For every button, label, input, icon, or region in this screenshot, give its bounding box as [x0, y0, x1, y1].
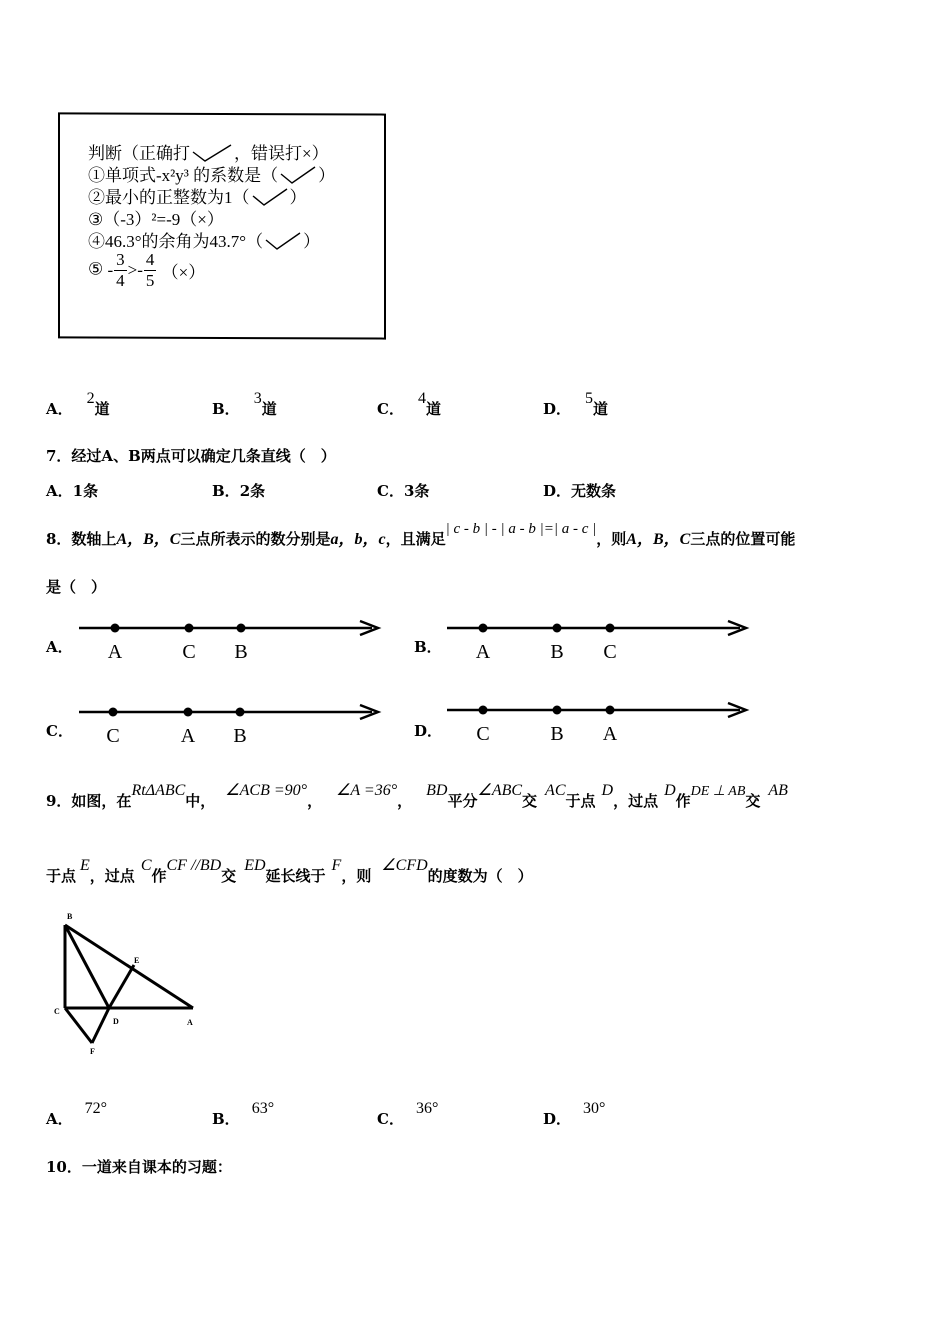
- q8-option-a-label[interactable]: A．: [46, 638, 73, 656]
- point-label: A: [107, 641, 123, 663]
- point-label: B: [233, 725, 247, 747]
- check-mark-icon: [250, 187, 290, 207]
- box-line-1: 判断（正确打 ，错误打×）: [88, 144, 329, 163]
- q6-option-c[interactable]: C．4道: [377, 390, 441, 418]
- segment-df: [92, 1008, 109, 1043]
- check-mark-icon: [190, 143, 234, 163]
- point-label: A: [475, 641, 491, 663]
- box-line-2: ①单项式-x²y³ 的系数是（ ）: [88, 166, 336, 185]
- check-mark-icon: [263, 231, 303, 251]
- check-mark-icon: [278, 165, 318, 185]
- vertex-label-d: D: [113, 1017, 119, 1026]
- q8-stem-line2: 是（ ）: [46, 578, 107, 596]
- q7-option-c[interactable]: C．3条: [377, 482, 430, 500]
- point-label: A: [602, 723, 618, 745]
- point-label: B: [550, 723, 564, 745]
- q8-option-d-label[interactable]: D．: [414, 722, 443, 740]
- q8-option-c-label[interactable]: C．: [46, 722, 73, 740]
- q7-option-a[interactable]: A．1条: [46, 482, 99, 500]
- box-line-5: ④46.3°的余角为43.7°（ ）: [88, 232, 321, 251]
- point-label: B: [234, 641, 248, 663]
- point-label: C: [476, 723, 490, 745]
- q8-option-b-label[interactable]: B．: [414, 638, 442, 656]
- point-label: B: [550, 641, 564, 663]
- segment-de: [109, 965, 134, 1008]
- segment-bd: [65, 925, 109, 1008]
- q8-option-d-number-line[interactable]: [444, 698, 754, 748]
- q9-option-c[interactable]: C．36°: [377, 1100, 439, 1128]
- vertex-label-a: A: [187, 1018, 193, 1027]
- q9-stem-line1: 9．如图，在RtΔABC中，∠ACB =90°，∠A =36°，BD平分∠ABC交AC于点D，过点D作DE ⊥ AB交AB: [46, 782, 788, 810]
- q6-option-d[interactable]: D．5道: [543, 390, 609, 418]
- q6-option-b[interactable]: B．3道: [212, 390, 277, 418]
- box-line-4: ③（-3）²=-9（×）: [88, 210, 224, 229]
- q7-option-d[interactable]: D．无数条: [543, 482, 617, 500]
- q9-option-b[interactable]: B．63°: [212, 1100, 275, 1128]
- q9-option-d[interactable]: D．30°: [543, 1100, 606, 1128]
- q7-option-b[interactable]: B．2条: [212, 482, 266, 500]
- q9-stem-line2: 于点E，过点C作CF //BD交ED延长线于F，则∠CFD的度数为（ ）: [46, 857, 533, 885]
- point-label: A: [180, 725, 196, 747]
- q10-stem: 10．一道来自课本的习题：: [46, 1158, 232, 1176]
- q8-option-a-number-line[interactable]: [76, 616, 386, 666]
- q9-option-a[interactable]: A．72°: [46, 1100, 108, 1128]
- q6-option-a[interactable]: A．2道: [46, 390, 110, 418]
- box-line-3: ②最小的正整数为1（ ）: [88, 188, 307, 207]
- q8-stem: 8．数轴上A，B，C三点所表示的数分别是a，b，c，且满足| c - b | - | a - b |=| a - c |，则A，B，C三点的位置可能: [46, 521, 796, 548]
- q8-option-c-number-line[interactable]: [76, 700, 386, 750]
- segment-ba: [65, 925, 193, 1008]
- segment-cf: [65, 1008, 92, 1043]
- point-label: C: [603, 641, 617, 663]
- vertex-label-c: C: [54, 1007, 60, 1016]
- fraction-4-5: $\frac{4}{5}$: [145, 250, 155, 290]
- vertex-label-e: E: [134, 956, 140, 965]
- q9-triangle-figure: [50, 910, 210, 1060]
- q8-option-b-number-line[interactable]: [444, 616, 754, 666]
- q7-stem: 7．经过A、B两点可以确定几条直线（ ）: [46, 447, 336, 465]
- fraction-3-4: $\frac{3}{4}$: [116, 250, 125, 290]
- vertex-label-f: F: [90, 1047, 95, 1056]
- point-label: C: [106, 725, 120, 747]
- point-label: C: [182, 641, 196, 663]
- box-line-6: ⑤ - $\frac{3}{4}$ >- $\frac{4}{5}$ （×）: [88, 250, 206, 290]
- q8-condition: | c - b | - | a - b |=| a - c |: [445, 521, 597, 537]
- vertex-label-b: B: [67, 912, 73, 921]
